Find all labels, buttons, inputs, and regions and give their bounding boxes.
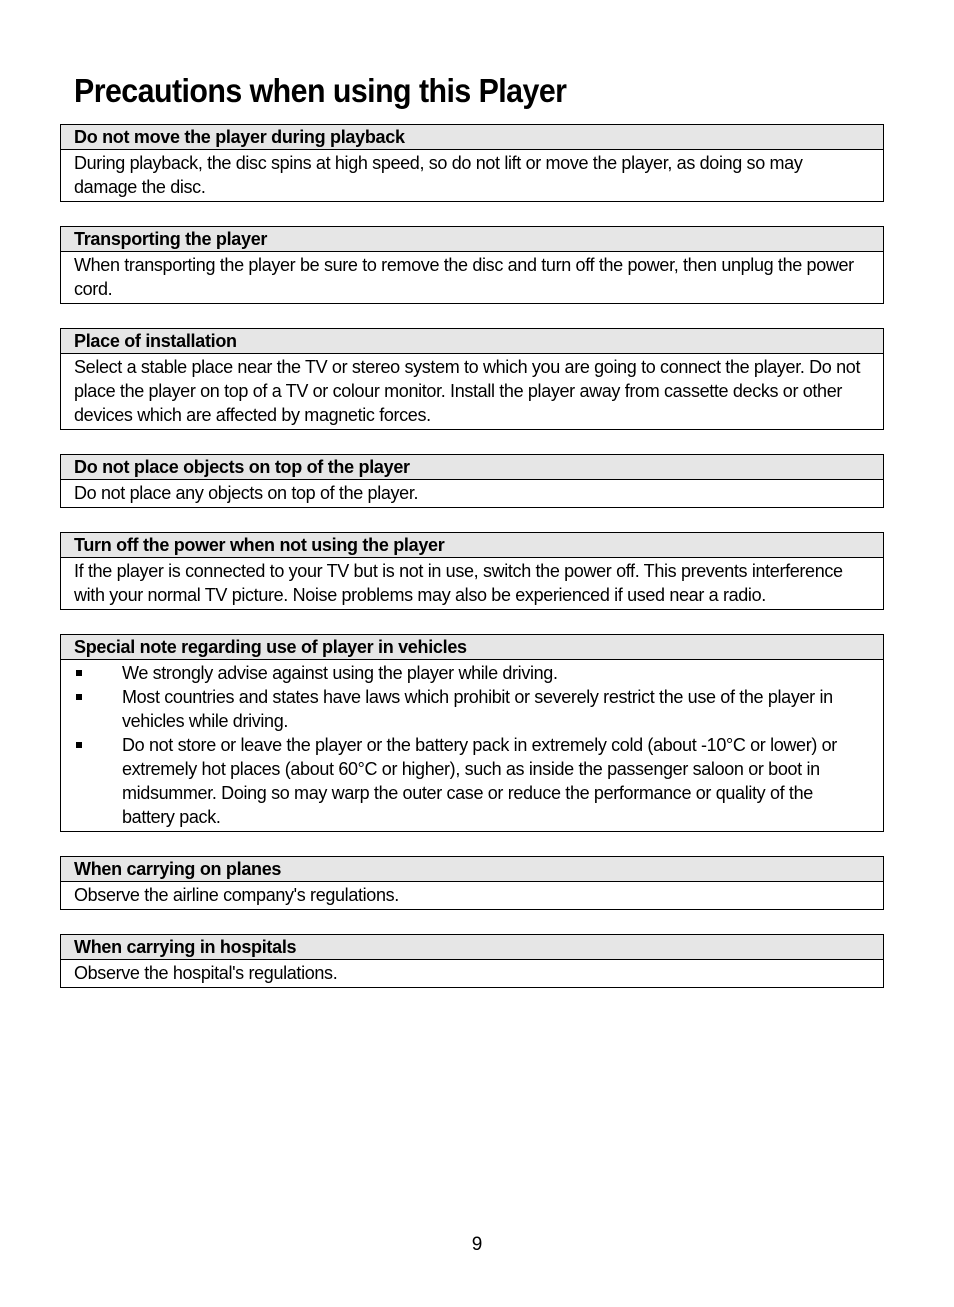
section-power-off [60,532,884,610]
section-transporting [60,226,884,304]
square-bullet-icon [76,742,82,748]
section-body: During playback, the disc spins at high speed, so do not lift or move the player, as doing so may damage the disc. [74,153,803,197]
section-body [61,660,883,831]
section-heading: Do not move the player during playback [61,125,883,150]
section-body: If the player is connected to your TV but is not in use, switch the power off. This prevents interference with your normal TV picture. Noise problems may also be experienced if used near a radio. [74,561,843,605]
section-body: Observe the hospital's regulations. [74,963,338,983]
list-item [74,733,870,829]
page-title: Precautions when using this Player [74,72,567,109]
section-no-objects-on-top [60,454,884,508]
square-bullet-icon [76,670,82,676]
section-body: Select a stable place near the TV or stereo system to which you are going to connect the player. Do not place the player on top of a TV or colour monitor. Install the player away from cassette decks or other devices which are affected by magnetic forces. [74,357,861,425]
section-vehicles [60,634,884,832]
section-place-of-installation [60,328,884,430]
section-no-move-during-playback [60,124,884,202]
section-body: Observe the airline company's regulations. [74,885,399,905]
section-heading: Transporting the player [61,227,883,252]
list-item-text: Most countries and states have laws which prohibit or severely restrict the use of the player in vehicles while driving. [122,687,833,731]
section-body: When transporting the player be sure to remove the disc and turn off the power, then unplug the power cord. [74,255,854,299]
list-item-text: Do not store or leave the player or the battery pack in extremely cold (about -10°C or lower) or extremely hot places (about 60°C or higher), such as inside the passenger saloon or boot in midsummer. Doing so may warp the outer case or reduce the performance or quality of the battery pack. [122,735,837,827]
section-body: Do not place any objects on top of the player. [74,483,419,503]
bullet-list [74,661,870,829]
page-number: 9 [471,1234,483,1255]
section-heading: Turn off the power when not using the player [61,533,883,558]
section-hospitals [60,934,884,988]
precautions-list [60,124,884,1012]
list-item [74,661,870,685]
square-bullet-icon [76,694,82,700]
list-item [74,685,870,733]
list-item-text: We strongly advise against using the player while driving. [122,663,558,683]
section-heading: When carrying on planes [61,857,883,882]
section-heading: When carrying in hospitals [61,935,883,960]
section-heading: Special note regarding use of player in vehicles [61,635,883,660]
section-heading: Do not place objects on top of the player [61,455,883,480]
section-heading: Place of installation [61,329,883,354]
section-planes [60,856,884,910]
